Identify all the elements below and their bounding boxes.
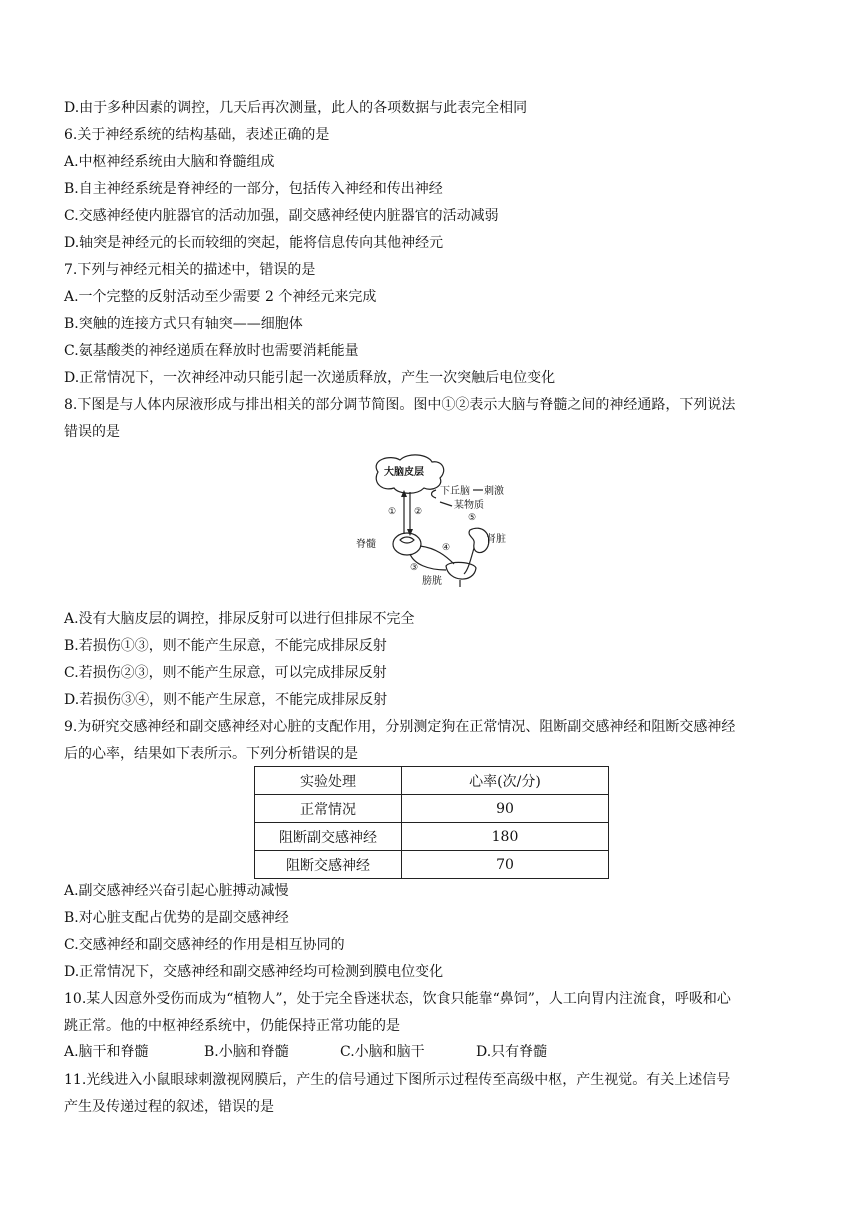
q8-option-d: D.若损伤③④，则不能产生尿意，不能完成排尿反射 xyxy=(64,692,388,708)
q5-option-d: D.由于多种因素的调控，几天后再次测量，此人的各项数据与此表完全相同 xyxy=(64,100,528,116)
q7-option-d: D.正常情况下，一次神经冲动只能引起一次递质释放，产生一次突触后电位变化 xyxy=(64,370,556,386)
spinal-cord-label: 脊髓 xyxy=(356,539,376,550)
q8-option-a: A.没有大脑皮层的调控，排尿反射可以进行但排尿不完全 xyxy=(64,611,415,627)
n5-label: ⑤ xyxy=(468,513,477,523)
cortex-label: 大脑皮层 xyxy=(384,467,424,478)
substance-arrow xyxy=(440,502,452,506)
table-cell: 阻断交感神经 xyxy=(255,851,402,879)
q10-stem-line2: 跳正常。他的中枢神经系统中，仍能保持正常功能的是 xyxy=(64,1018,400,1034)
q9-option-d: D.正常情况下，交感神经和副交感神经均可检测到膜电位变化 xyxy=(64,964,444,980)
q8-stem-line2: 错误的是 xyxy=(64,424,120,440)
table-cell: 180 xyxy=(402,823,609,851)
bladder-shape xyxy=(446,562,476,579)
q6-option-a: A.中枢神经系统由大脑和脊髓组成 xyxy=(64,154,275,170)
q7-option-c: C.氨基酸类的神经递质在释放时也需要消耗能量 xyxy=(64,343,359,359)
n4-label: ④ xyxy=(442,543,451,553)
q6-option-d: D.轴突是神经元的长而较细的突起，能将信息传向其他神经元 xyxy=(64,235,444,251)
hypothalamus-link xyxy=(432,490,437,498)
q6-stem: 6.关于神经系统的结构基础，表述正确的是 xyxy=(64,127,330,143)
q9-option-c: C.交感神经和副交感神经的作用是相互协同的 xyxy=(64,937,345,953)
q7-option-b: B.突触的连接方式只有轴突——细胞体 xyxy=(64,316,303,332)
table-row xyxy=(255,851,609,879)
spinal-cord-gray-matter xyxy=(400,537,414,543)
urination-regulation-diagram xyxy=(350,452,520,587)
q10-options xyxy=(64,1042,547,1062)
n3-label: ③ xyxy=(410,563,419,573)
q10-option-d: D.只有脊髓 xyxy=(476,1044,548,1060)
table-cell: 正常情况 xyxy=(255,795,402,823)
q10-option-b: B.小脑和脊髓 xyxy=(204,1044,289,1060)
hypothalamus-label: 下丘脑 xyxy=(440,486,470,497)
ureter xyxy=(464,548,474,574)
stimulus-label: 刺激 xyxy=(484,486,504,497)
table-cell: 阻断副交感神经 xyxy=(255,823,402,851)
table-row xyxy=(255,795,609,823)
heart-rate-table xyxy=(254,766,609,879)
q11-stem-line2: 产生及传递过程的叙述，错误的是 xyxy=(64,1099,274,1115)
table-cell: 70 xyxy=(402,851,609,879)
substance-label: 某物质 xyxy=(454,500,484,511)
q8-option-b: B.若损伤①③，则不能产生尿意，不能完成排尿反射 xyxy=(64,638,387,654)
q7-stem: 7.下列与神经元相关的描述中，错误的是 xyxy=(64,262,316,278)
q9-stem-line1: 9.为研究交感神经和副交感神经对心脏的支配作用，分别测定狗在正常情况、阻断副交感神经和阻断交感神经 xyxy=(64,719,736,735)
table-cell: 90 xyxy=(402,795,609,823)
q9-option-a: A.副交感神经兴奋引起心脏搏动减慢 xyxy=(64,883,289,899)
bladder-label: 膀胱 xyxy=(422,576,442,587)
q6-option-b: B.自主神经系统是脊神经的一部分，包括传入神经和传出神经 xyxy=(64,181,443,197)
table-header-row xyxy=(255,767,609,795)
q9-option-b: B.对心脏支配占优势的是副交感神经 xyxy=(64,910,289,926)
table-header-cell: 实验处理 xyxy=(255,767,402,795)
q10-option-a: A.脑干和脊髓 xyxy=(64,1044,149,1060)
table-header-cell: 心率(次/分) xyxy=(402,767,609,795)
q10-option-c: C.小脑和脑干 xyxy=(340,1044,425,1060)
n2-label: ② xyxy=(414,507,423,517)
n1-label: ① xyxy=(388,507,397,517)
q8-stem-line1: 8.下图是与人体内尿液形成与排出相关的部分调节简图。图中①②表示大脑与脊髓之间的神经通路，下列说法 xyxy=(64,397,736,413)
table-row xyxy=(255,823,609,851)
q10-stem-line1: 10.某人因意外受伤而成为“植物人”，处于完全昏迷状态，饮食只能靠“鼻饲”，人工向胃内注流食，呼吸和心 xyxy=(64,991,731,1007)
q7-option-a: A.一个完整的反射活动至少需要 2 个神经元来完成 xyxy=(64,289,377,305)
kidney-label: 肾脏 xyxy=(486,534,506,545)
q9-stem-line2: 后的心率，结果如下表所示。下列分析错误的是 xyxy=(64,746,358,762)
spinal-cord-shape xyxy=(393,533,421,555)
q11-stem-line1: 11.光线进入小鼠眼球刺激视网膜后，产生的信号通过下图所示过程传至高级中枢，产生视觉。有关上述信号 xyxy=(64,1072,731,1088)
q8-option-c: C.若损伤②③，则不能产生尿意，可以完成排尿反射 xyxy=(64,665,387,681)
q6-option-c: C.交感神经使内脏器官的活动加强，副交感神经使内脏器官的活动减弱 xyxy=(64,208,499,224)
